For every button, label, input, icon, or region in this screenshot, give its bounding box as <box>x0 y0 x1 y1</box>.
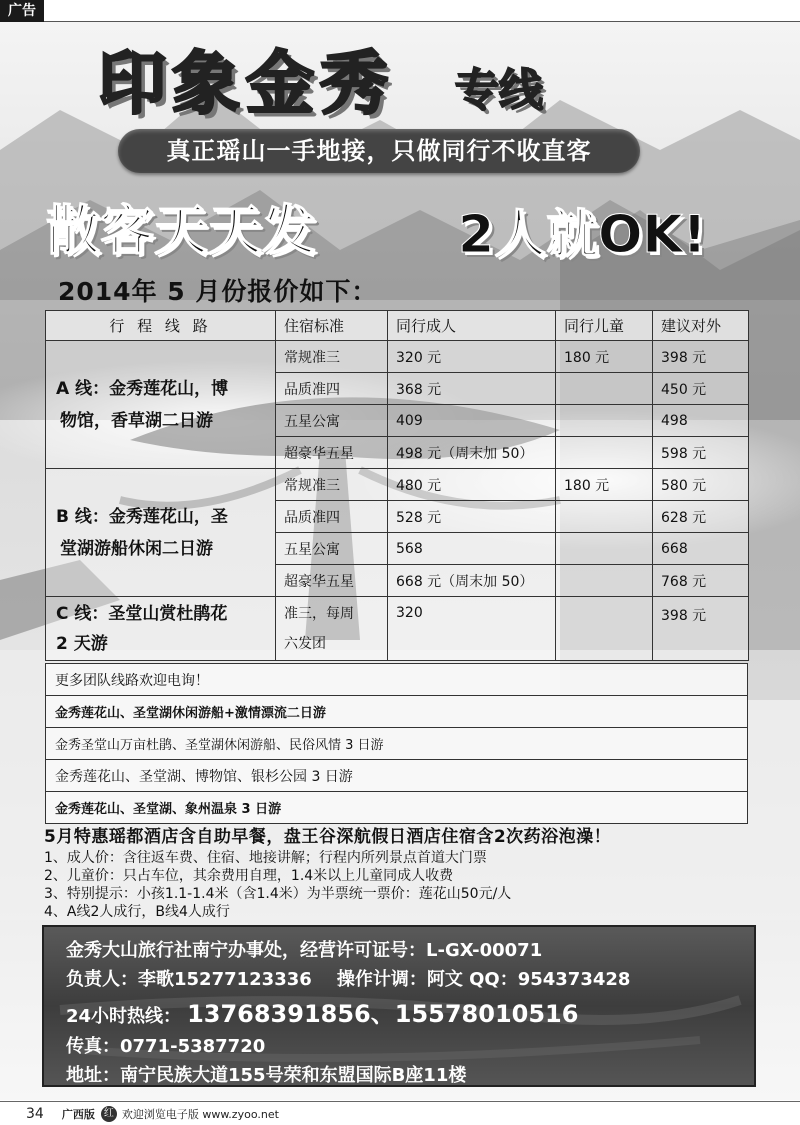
route-a-name <box>46 341 276 469</box>
header-hotel: 住宿标准 <box>276 311 388 341</box>
publisher-logo-icon: 红 <box>101 1106 117 1122</box>
edition-label: 广西版 <box>61 1108 95 1121</box>
page-footer <box>26 1106 279 1122</box>
retail-price-cell: 398 元 <box>653 341 749 373</box>
notes-list <box>44 849 511 921</box>
list-item <box>46 728 748 760</box>
more-route-item: 金秀莲花山、圣堂湖、博物馆、银杉公园 3 日游 <box>46 760 748 792</box>
adult-price-cell: 320 元 <box>388 341 556 373</box>
adult-price-cell: 368 元 <box>388 373 556 405</box>
headline-daily-departure: 散客天天发 <box>46 199 316 262</box>
table-row <box>46 469 749 501</box>
slogan-banner: 真正瑶山一手地接，只做同行不收直客 <box>118 129 640 173</box>
hotel-cell: 品质准四 <box>276 501 388 533</box>
child-price-cell <box>556 405 653 437</box>
route-c-name <box>46 597 276 661</box>
route-a-line1: A 线：金秀莲花山，博 <box>56 378 229 399</box>
page-number: 34 <box>26 1106 44 1122</box>
hotel-cell: 品质准四 <box>276 373 388 405</box>
route-c-line2: 2 天游 <box>56 633 108 654</box>
hotel-cell: 常规准三 <box>276 469 388 501</box>
header-child: 同行儿童 <box>556 311 653 341</box>
address: 地址：南宁民族大道155号荣和东盟国际B座11楼 <box>66 1065 467 1086</box>
hotline-numbers: 13768391856、15578010516 <box>187 1000 579 1028</box>
child-price-cell <box>556 597 653 661</box>
adult-price-cell: 568 <box>388 533 556 565</box>
ad-header-rule <box>44 21 800 22</box>
note-item: 3、特别提示：小孩1.1-1.4米（含1.4米）为半票统一票价：莲花山50元/人 <box>44 886 512 902</box>
hotline-label: 24小时热线： <box>66 1006 182 1027</box>
special-offer: 5月特惠瑶都酒店含自助早餐，盘王谷深航假日酒店住宿含2次药浴泡澡！ <box>44 827 612 847</box>
list-item <box>46 696 748 728</box>
retail-price-cell: 598 元 <box>653 437 749 469</box>
child-price-cell <box>556 373 653 405</box>
route-a-line2: 物馆，香草湖二日游 <box>60 410 213 431</box>
table-row <box>46 341 749 373</box>
agency-license: 金秀大山旅行社南宁办事处，经营许可证号：L-GX-00071 <box>66 940 543 961</box>
more-route-item: 金秀莲花山、圣堂湖休闲游船+激情漂流二日游 <box>46 696 748 728</box>
child-price-cell <box>556 533 653 565</box>
table-header-row <box>46 311 749 341</box>
hotel-cell: 常规准三 <box>276 341 388 373</box>
price-heading: 2014年 5 月份报价如下： <box>58 277 378 306</box>
table-row <box>46 597 749 661</box>
hotline <box>66 994 578 1029</box>
adult-price-cell: 528 元 <box>388 501 556 533</box>
route-c-hotel-line2: 六发团 <box>284 636 326 652</box>
adult-price-cell: 668 元（周末加 50） <box>388 565 556 597</box>
manager-contact: 负责人：李歌15277123336 操作计调：阿文 QQ：954373428 <box>66 969 631 990</box>
title-main: 印象金秀 <box>98 45 395 124</box>
retail-price-cell: 580 元 <box>653 469 749 501</box>
more-route-item: 金秀圣堂山万亩杜鹃、圣堂湖休闲游船、民俗风情 3 日游 <box>46 728 748 760</box>
route-b-line1: B 线：金秀莲花山，圣 <box>56 506 228 527</box>
retail-price-cell: 628 元 <box>653 501 749 533</box>
retail-price-cell: 768 元 <box>653 565 749 597</box>
retail-price-cell: 668 <box>653 533 749 565</box>
price-table <box>45 310 749 661</box>
hotel-cell <box>276 597 388 661</box>
list-item <box>46 792 748 824</box>
header-adult: 同行成人 <box>388 311 556 341</box>
retail-price-cell: 450 元 <box>653 373 749 405</box>
footer-rule <box>0 1101 800 1102</box>
more-route-item: 金秀莲花山、圣堂湖、象州温泉 3 日游 <box>46 792 748 824</box>
hotel-cell: 超豪华五星 <box>276 565 388 597</box>
child-price-cell: 180 元 <box>556 469 653 501</box>
list-item <box>46 664 748 696</box>
ad-label: 广告 <box>0 0 44 22</box>
adult-price-cell: 498 元（周末加 50） <box>388 437 556 469</box>
hotel-cell: 五星公寓 <box>276 533 388 565</box>
note-item: 4、A线2人成行，B线4人成行 <box>44 904 230 920</box>
note-item: 1、成人价：含往返车费、住宿、地接讲解；行程内所列景点首道大门票 <box>44 850 487 866</box>
title-sub: 专线 <box>455 65 543 116</box>
child-price-cell <box>556 501 653 533</box>
more-routes-table <box>45 663 748 824</box>
retail-price-cell: 398 元 <box>653 597 749 661</box>
list-item <box>46 760 748 792</box>
child-price-cell: 180 元 <box>556 341 653 373</box>
note-item: 2、儿童价：只占车位，其余费用自理，1.4米以上儿童同成人收费 <box>44 868 454 884</box>
retail-price-cell: 498 <box>653 405 749 437</box>
adult-price-cell: 480 元 <box>388 469 556 501</box>
fax: 传真：0771-5387720 <box>66 1036 266 1057</box>
child-price-cell <box>556 565 653 597</box>
adult-price-cell: 320 <box>388 597 556 661</box>
footer-website-note: 欢迎浏览电子版 www.zyoo.net <box>121 1108 279 1121</box>
route-c-hotel-line1: 准三，每周 <box>284 606 354 622</box>
headline-two-people-ok: 2人就OK! <box>458 205 707 265</box>
hotel-cell: 五星公寓 <box>276 405 388 437</box>
route-c-line1: C 线：圣堂山赏杜鹃花 <box>56 603 228 624</box>
header-route: 行 程 线 路 <box>46 311 276 341</box>
route-b-line2: 堂湖游船休闲二日游 <box>60 538 213 559</box>
hotel-cell: 超豪华五星 <box>276 437 388 469</box>
child-price-cell <box>556 437 653 469</box>
route-b-name <box>46 469 276 597</box>
adult-price-cell: 409 <box>388 405 556 437</box>
more-routes-intro: 更多团队线路欢迎电询！ <box>46 664 748 696</box>
header-retail: 建议对外 <box>653 311 749 341</box>
